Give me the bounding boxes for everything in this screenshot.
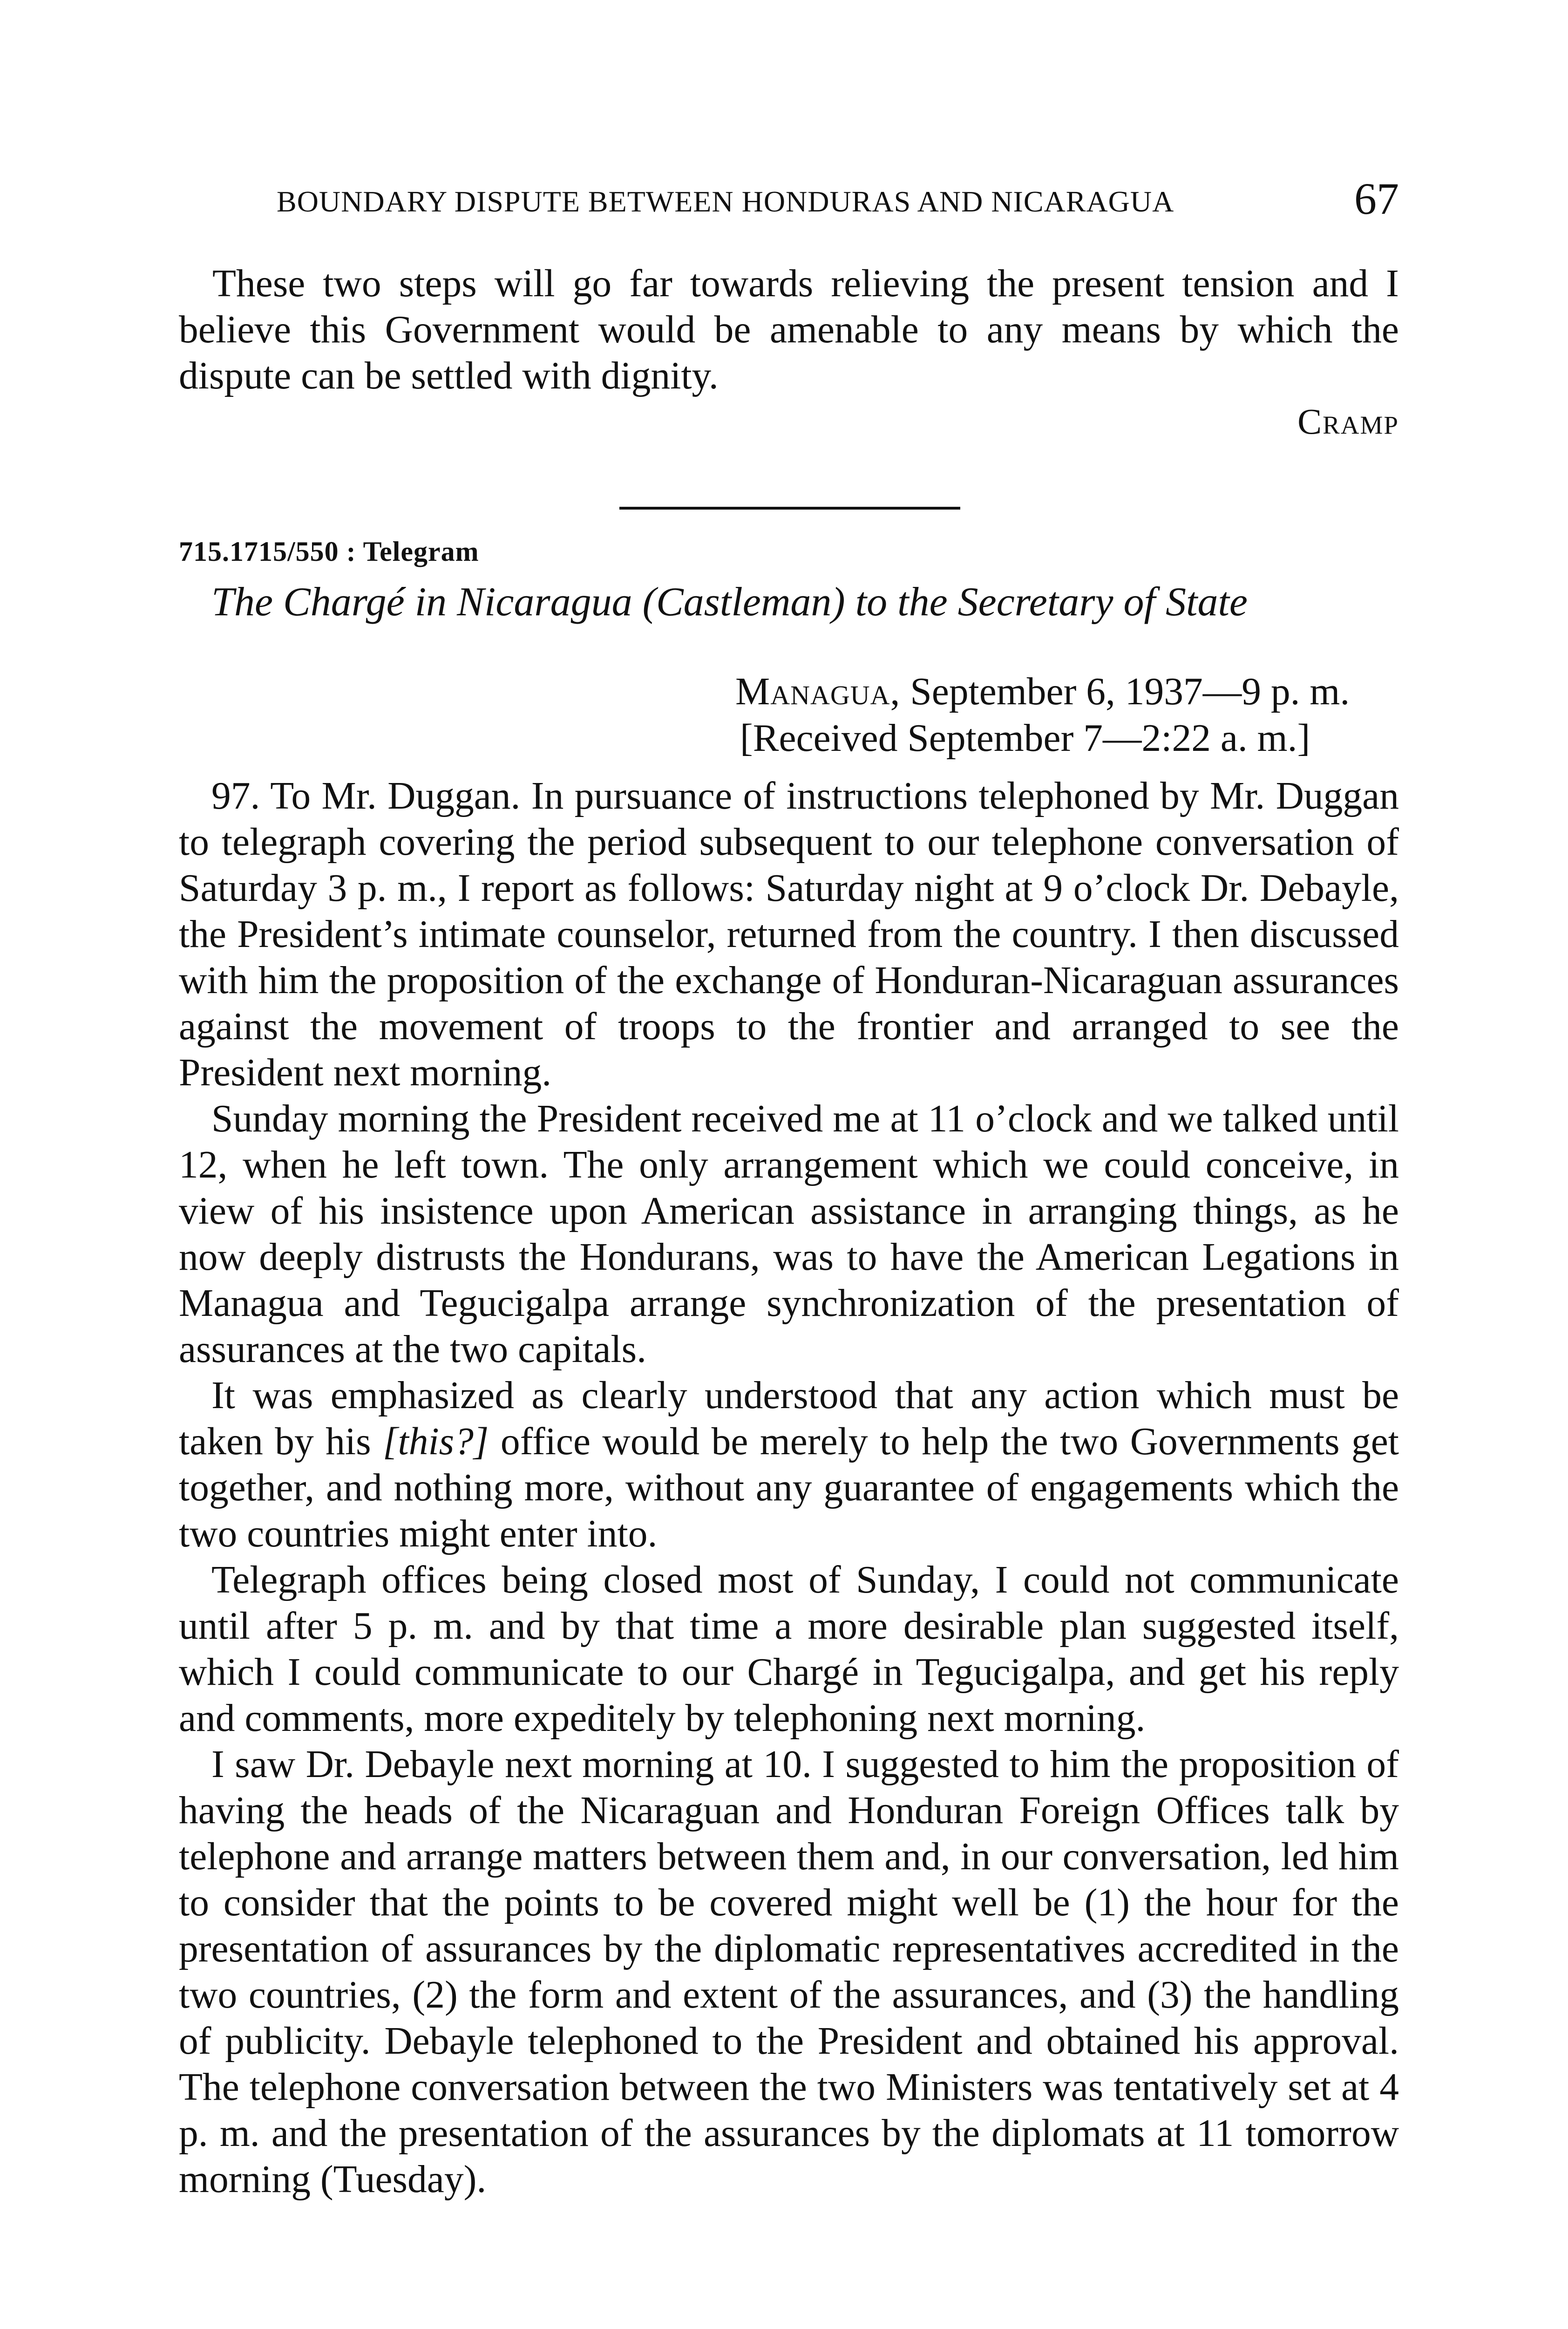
dateline-date: September 6, 1937—9 p. m.: [910, 670, 1350, 713]
section-divider: [619, 507, 960, 510]
emphasis-before: It was emphasized as clearly understood that any action which must be taken by his: [179, 1374, 1399, 1463]
dateline-place: Managua,: [735, 670, 901, 713]
body-paragraph-5: I saw Dr. Debayle next morning at 10. I suggested to him the proposition of having the heads of the Nicaraguan and Honduran Foreign Offices talk by telephone and arrange matters between them and, in our conversation, led him to consider that the points to be covered might well be (1) the hour for the presentation of assurances by the diplomatic representatives accredited in the two countries, (2) the form and extent of the assurances, and (3) the handling of publicity. Debayle telephoned to the President and obtained his approval. The telephone conversation between the two Ministers was tentatively set at 4 p. m. and the presentation of the assurances by the diplomats at 11 tomorrow morning (Tuesday).: [179, 1743, 1399, 2201]
page-number: 67: [1354, 174, 1399, 224]
dateline-received: [Received September 7—2:22 a. m.]: [740, 717, 1310, 760]
opening-paragraph: These two steps will go far towards relieving the present tension and I believe this Government would be amenable to any means by which the dispute can be settled with dignity.: [179, 262, 1399, 397]
dateline: [735, 668, 1399, 762]
dateline-sent: [735, 668, 1399, 715]
emphasis-after: office would be merely to help the two Governments get together, and nothing more, without any guarantee of engagements which the two countries might enter into.: [179, 1420, 1399, 1555]
file-number: 715.1715/550 : Telegram: [179, 536, 479, 567]
body-paragraph-1: 97. To Mr. Duggan. In pursuance of instructions telephoned by Mr. Duggan to telegraph covering the period subsequent to our telephone conversation of Saturday 3 p. m., I report as follows: Saturday night at 9 o’clock Dr. Debayle, the President’s intimate counselor, returned from the country. I then discussed with him the proposition of the exchange of Honduran-Nicaraguan assurances against the movement of troops to the frontier and arranged to see the President next morning.: [179, 775, 1399, 1094]
opening-text: [179, 261, 1399, 399]
body-paragraph-4: Telegraph offices being closed most of Sunday, I could not communicate until after 5 p. m. and by that time a more desirable plan suggested itself, which I could communicate to our Chargé in Tegucigalpa, and get his reply and comments, more expeditely by telephoning next morning.: [179, 1559, 1399, 1740]
document-title: The Chargé in Nicaragua (Castleman) to the Secretary of State: [211, 579, 1248, 625]
signature: [1297, 401, 1399, 443]
running-header: [179, 173, 1399, 229]
body-paragraph-2: Sunday morning the President received me at 11 o’clock and we talked until 12, when he left town. The only arrangement which we could conceive, in view of his insistence upon American assistance in arranging things, as he now deeply distrusts the Hondurans, was to have the American Legations in Managua and Tegucigalpa arrange synchronization of the presentation of assurances at the two capitals.: [179, 1097, 1399, 1371]
body-paragraph-3: [179, 1373, 1399, 1557]
running-title: BOUNDARY DISPUTE BETWEEN HONDURAS AND NICARAGUA: [277, 185, 1174, 218]
signature-text: Cramp: [1297, 401, 1399, 442]
emphasis-italic: [this?]: [383, 1420, 489, 1463]
telegram-body: [179, 773, 1399, 2203]
